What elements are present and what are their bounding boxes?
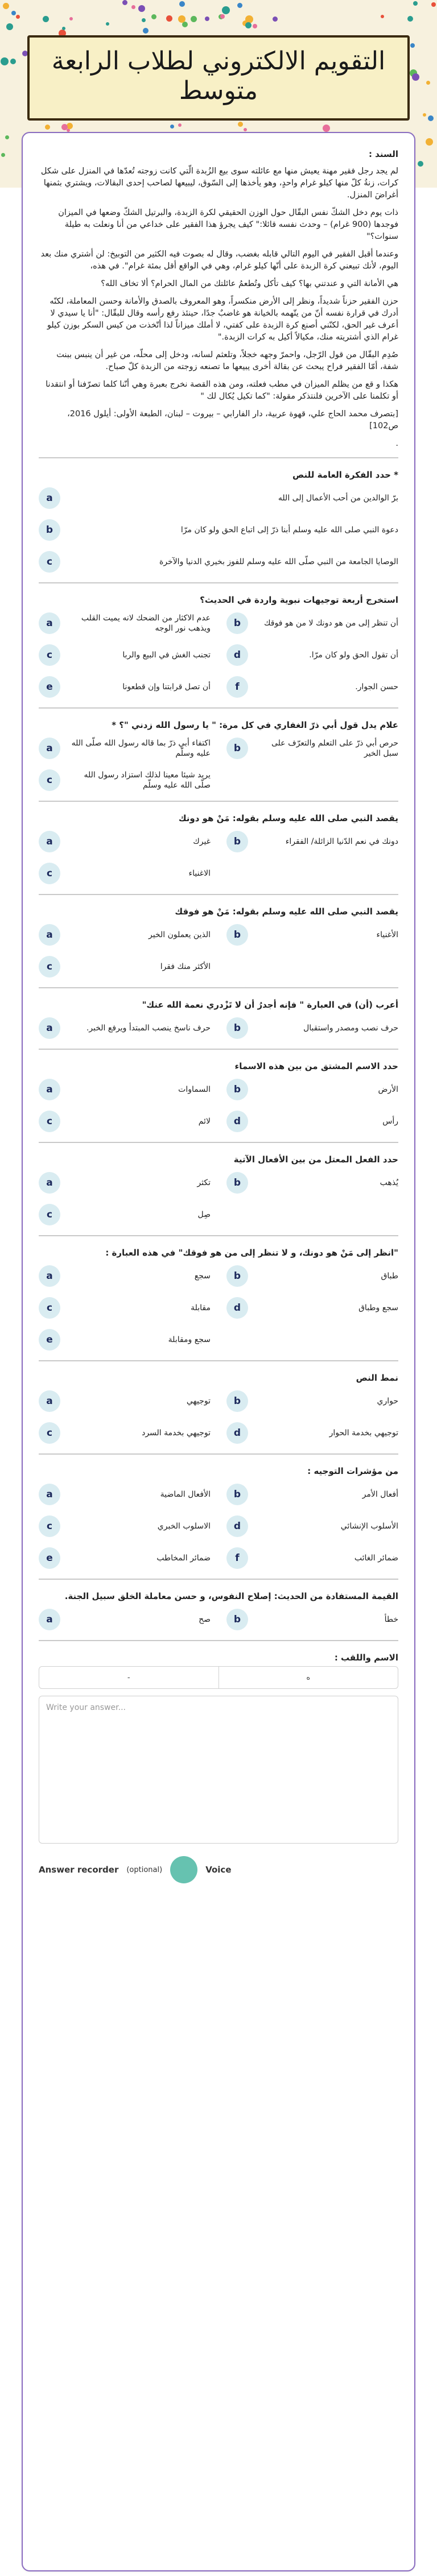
answer-option[interactable] xyxy=(226,1016,398,1041)
option-letter-badge: b xyxy=(226,738,248,759)
confetti-dot xyxy=(3,3,9,9)
confetti-dot xyxy=(431,2,436,7)
question-title: يقصد النبي صلى الله عليه وسلم بقوله: مَنْ هو فوقك xyxy=(175,906,398,917)
confetti-dot xyxy=(426,138,433,146)
option-letter-badge: b xyxy=(226,1609,248,1630)
question-divider xyxy=(39,1579,398,1580)
answer-options xyxy=(39,1261,398,1356)
recorder-optional: (optional) xyxy=(126,1865,163,1874)
option-letter-badge: b xyxy=(39,519,60,541)
option-letter-badge: c xyxy=(39,1297,60,1319)
confetti-dot xyxy=(423,113,426,117)
answer-option[interactable] xyxy=(39,861,211,886)
page-title: التقويم الالكتروني لطلاب الرابعة متوسط xyxy=(51,47,386,105)
answer-option[interactable] xyxy=(39,829,211,854)
option-label: الأكثر منك فقرا xyxy=(160,962,211,971)
option-label: الأغنياء xyxy=(376,930,398,939)
answer-option[interactable] xyxy=(39,1607,211,1632)
toolbar-cell[interactable]: ه xyxy=(306,1673,311,1682)
option-label: سجع وطباق xyxy=(358,1303,398,1312)
option-label: مقابلة xyxy=(191,1303,211,1312)
confetti-dot xyxy=(11,11,16,15)
confetti-dot xyxy=(245,22,252,28)
worksheet-card xyxy=(22,132,415,2571)
option-label: صِل xyxy=(197,1210,211,1219)
option-label: الأفعال الماضية xyxy=(160,1490,211,1499)
source-text xyxy=(39,163,398,435)
confetti-dot xyxy=(1,153,5,157)
confetti-dot xyxy=(138,5,145,12)
question-title: أعرب (أن) في العبارة " فإنه أجدرُ أن لا تَزْدري نعمة الله عنك" xyxy=(142,1000,398,1010)
answer-options xyxy=(39,608,398,703)
confetti-dot xyxy=(418,161,423,167)
confetti-dot xyxy=(131,5,135,9)
option-label: برّ الوالدين من أحب الأعمال إلى الله xyxy=(278,494,398,503)
option-letter-badge: b xyxy=(226,1079,248,1100)
option-label: أفعال الأمر xyxy=(362,1490,398,1499)
source-paragraph: وعندما أقبل الفقير في اليوم التالي قابله بغضب، وقال له بصوت فيه الكثير من التوبيخ: لن أشتري منك بعد اليوم، لأنك تبيعني كرة الزبدة على أنّها كيلو غرام، وهي في الواقع أقل بمئة غرام". في هذه، xyxy=(40,250,398,271)
option-letter-badge: a xyxy=(39,487,60,509)
option-label: دونك في نعم الدّنيا الزائلة/ الفقراء xyxy=(285,837,398,846)
option-label: الأسلوب الإنشائي xyxy=(340,1522,398,1531)
option-letter-badge: c xyxy=(39,1515,60,1537)
option-letter-badge: e xyxy=(39,1547,60,1569)
confetti-dot xyxy=(45,125,50,130)
question-title: * حدد الفكرة العامة للنص xyxy=(292,470,398,480)
option-label: سجع xyxy=(194,1272,211,1281)
answer-option[interactable] xyxy=(226,1077,398,1102)
question-divider xyxy=(39,1360,398,1361)
question-divider xyxy=(39,457,398,458)
question-divider xyxy=(39,1049,398,1050)
question-title: "انظر إلى مَنْ هو دونك، و لا تنظر إلى من هو فوقك" في هذه العبارة : xyxy=(105,1248,398,1258)
option-label: حرص أبي ذرّ على التعلم والتعرّف على سبل الخير xyxy=(271,739,398,758)
option-label: توجيهي بخدمة السرد xyxy=(142,1428,211,1438)
option-letter-badge: b xyxy=(226,612,248,634)
question-title: علام يدل قول أبي ذرّ الغفاري في كل مرة: " يا رسول الله زدني "؟ * xyxy=(112,720,398,730)
option-letter-badge: c xyxy=(39,863,60,884)
option-letter-badge: a xyxy=(39,924,60,946)
option-label: توجيهي xyxy=(186,1397,211,1406)
answer-option[interactable] xyxy=(39,1170,211,1195)
option-letter-badge: b xyxy=(226,1484,248,1505)
question-title: يقصد النبي صلى الله عليه وسلم بقوله: مَنْ هو دونك xyxy=(178,813,398,823)
question-divider xyxy=(39,1235,398,1236)
answer-option[interactable] xyxy=(39,1295,211,1320)
answer-option[interactable] xyxy=(226,1482,398,1507)
answer-options xyxy=(39,1013,398,1044)
confetti-dot xyxy=(6,23,13,30)
answer-options xyxy=(39,1386,398,1449)
confetti-dot xyxy=(407,16,413,22)
confetti-dot xyxy=(16,15,20,19)
answer-option[interactable] xyxy=(226,1109,398,1134)
question-divider xyxy=(39,1453,398,1455)
question-divider xyxy=(39,801,398,802)
confetti-dot xyxy=(220,14,225,19)
answer-option[interactable] xyxy=(226,1546,398,1571)
option-letter-badge: c xyxy=(39,769,60,791)
option-label: أن تنظر إلى من هو دونك لا من هو فوقك xyxy=(263,619,398,628)
option-letter-badge: a xyxy=(39,1609,60,1630)
option-label: غيرك xyxy=(193,837,211,846)
confetti-dot xyxy=(151,14,156,19)
question-title: القيمة المستفادة من الحديث: إصلاح النفوس، و حسن معاملة الخلق سبيل الجنة. xyxy=(64,1591,398,1601)
option-letter-badge: c xyxy=(39,1422,60,1444)
option-label: حواري xyxy=(377,1397,398,1406)
confetti-dot xyxy=(69,17,73,20)
option-label: السماوات xyxy=(178,1085,211,1094)
answer-option[interactable] xyxy=(39,1202,211,1227)
confetti-dot xyxy=(122,0,127,5)
voice-label: Voice xyxy=(205,1865,232,1875)
confetti-dot xyxy=(237,3,242,8)
answer-option[interactable] xyxy=(39,1420,211,1446)
confetti-dot xyxy=(273,16,278,22)
option-letter-badge: a xyxy=(39,612,60,634)
answer-option[interactable] xyxy=(39,549,398,574)
answer-option[interactable] xyxy=(226,611,398,636)
answer-options xyxy=(39,483,398,578)
option-letter-badge: c xyxy=(39,644,60,666)
option-label: الاغنياء xyxy=(188,869,211,878)
option-letter-badge: d xyxy=(226,1297,248,1319)
title-banner xyxy=(27,35,410,121)
option-letter-badge: b xyxy=(226,1265,248,1287)
option-letter-badge: a xyxy=(39,1484,60,1505)
option-label: حرف نصب ومصدر واستقبال xyxy=(303,1024,398,1033)
option-label: الاسلوب الخبري xyxy=(157,1522,211,1531)
answer-option[interactable] xyxy=(226,1607,398,1632)
answer-option[interactable] xyxy=(39,1546,211,1571)
answer-option[interactable] xyxy=(39,768,211,793)
confetti-dot xyxy=(5,135,9,139)
star-marker: . xyxy=(395,439,398,448)
answer-options xyxy=(39,1168,398,1231)
question-divider xyxy=(39,582,398,583)
option-letter-badge: a xyxy=(39,738,60,759)
confetti-dot xyxy=(106,22,109,26)
option-letter-badge: f xyxy=(226,1547,248,1569)
option-letter-badge: d xyxy=(226,1111,248,1132)
question-divider xyxy=(39,1142,398,1143)
answer-option[interactable] xyxy=(226,829,398,854)
confetti-dot xyxy=(238,122,243,127)
confetti-dot xyxy=(61,124,68,130)
source-paragraph: صُدِم البقّال من قول الرّجل، واحمرّ وجهه خجلاً، وتلعثم لسانه، ودخل إلى محلّه، من غير أن ينبس ببنت شفة، أمّا الفقير فراح يبحث عن بقالة أخرى يبيعها ما تصنعه زوجته من الزبدة كلّ صباح. xyxy=(56,350,398,371)
option-label: الوصايا الجامعة من النبي صلّى الله عليه وسلم للفوز بخيري الدنيا والآخرة xyxy=(159,557,398,566)
option-letter-badge: d xyxy=(226,1515,248,1537)
confetti-dot xyxy=(412,73,419,81)
confetti-dot xyxy=(222,6,230,14)
option-label: الأرض xyxy=(378,1085,398,1094)
option-label: صح xyxy=(199,1615,211,1624)
confetti-dot xyxy=(410,43,415,48)
confetti-dot xyxy=(143,28,149,34)
recorder-label: Answer recorder xyxy=(39,1865,119,1875)
option-letter-badge: c xyxy=(39,1111,60,1132)
option-letter-badge: a xyxy=(39,1265,60,1287)
option-label: اكتفاء أبي ذرّ بما قاله رسول الله صلّى الله عليه وسلّم xyxy=(71,739,211,758)
option-label: رأس xyxy=(382,1117,398,1126)
confetti-dot xyxy=(191,16,197,22)
option-label: توجيهي بخدمة الحوار xyxy=(329,1428,398,1438)
option-label: يريد شيئا معينا لذلك استزاد رسول الله صلّى الله عليه وسلّم xyxy=(84,771,211,790)
question-divider xyxy=(39,707,398,709)
answer-option[interactable] xyxy=(39,1389,211,1414)
answer-option[interactable] xyxy=(39,1327,211,1352)
answer-options xyxy=(39,920,398,983)
option-letter-badge: a xyxy=(39,831,60,852)
source-paragraph: هي الأمانة التي و عندتني بها؟ كيف تأكل وتُطعمُ عائلتك من المال الحرام؟ ألا تخاف الله؟ xyxy=(101,279,398,288)
option-letter-badge: f xyxy=(226,676,248,698)
option-letter-badge: b xyxy=(226,924,248,946)
answer-option[interactable] xyxy=(39,674,211,699)
source-paragraph: لم يجد رجل فقير مهنة يعيش منها مع عائلته سوى بيع الزُبدة الّتي كانت زوجته تُعدّها في المنزل على شكل كرات، زنةُ كلّ منها كيلو غرام واحدٍ، وهو يأخذها إلى السّوق، ليبيعها لصاحب إحدى البقالات، ويشتري بثمنها أغراضَ المنزل. xyxy=(40,167,398,200)
answer-option[interactable] xyxy=(39,1514,211,1539)
confetti-dot xyxy=(142,18,146,22)
confetti-dot xyxy=(179,1,185,7)
confetti-dot xyxy=(426,81,430,85)
answer-option[interactable] xyxy=(39,611,211,636)
option-label: ضمائر المخاطب xyxy=(156,1554,211,1563)
question-list xyxy=(39,457,398,1635)
answer-option[interactable] xyxy=(39,1264,211,1289)
confetti-dot xyxy=(62,27,65,30)
confetti-dot xyxy=(253,24,257,28)
question-title: حدد الاسم المشتق من بين هذه الاسماء xyxy=(234,1061,398,1071)
option-label: خطأ xyxy=(384,1615,398,1624)
answer-option[interactable] xyxy=(226,1264,398,1289)
question-title: استخرج أربعة توجيهات نبوية واردة في الحديث؟ xyxy=(200,595,398,605)
option-letter-badge: c xyxy=(39,551,60,573)
source-paragraph: ذات يوم دخل الشكّ نفس البقّال حول الوزن الحقيقي لكرة الزبدة، والبرتيل الشكّ وضعها في الميزان فوجدها (900 غرام) – وحدث نفسه قائلا:" كيف يجرؤ هذا الفقير على خداعي من أنا ونعلت به طيلة سنوات؟" xyxy=(58,208,398,241)
toolbar-cell[interactable]: - xyxy=(39,1667,219,1688)
option-label: ضمائر الغائب xyxy=(354,1554,398,1563)
answer-option[interactable] xyxy=(39,486,398,511)
source-paragraph: هكذا و قع من يظلم الميزان في مطب فعلته، ومن هذه القصة نخرج بعبرة وهي أنّنا كلما تصرّفنا أو انتقدنا أو تكلمنا على الآخرين فلنتذكر مقولة: "كما تكيل يُكال لك " xyxy=(46,380,398,401)
question-divider xyxy=(39,987,398,988)
answer-option[interactable] xyxy=(226,674,398,699)
answer-options xyxy=(39,1480,398,1574)
option-letter-badge: c xyxy=(39,956,60,978)
option-letter-badge: a xyxy=(39,1079,60,1100)
name-field-label: الاسم واللقب : xyxy=(334,1653,398,1663)
confetti-dot xyxy=(413,1,418,6)
option-label: لائم xyxy=(198,1117,211,1126)
answer-option[interactable] xyxy=(39,1016,211,1041)
confetti-dot xyxy=(323,125,330,132)
confetti-dot xyxy=(166,15,172,22)
option-label: عدم الاكثار من الضحك لانه يميت القلب ويذهب نور الوجه xyxy=(81,614,211,633)
option-letter-badge: b xyxy=(226,831,248,852)
answer-option[interactable] xyxy=(226,922,398,947)
text-section-label: السند : xyxy=(368,149,398,159)
question-divider xyxy=(39,894,398,895)
option-letter-badge: a xyxy=(39,1390,60,1412)
option-label: تكثر xyxy=(197,1178,211,1187)
answer-option[interactable] xyxy=(39,954,211,979)
answer-option[interactable] xyxy=(39,643,211,668)
answer-options xyxy=(39,1075,398,1137)
voice-record-button[interactable] xyxy=(170,1856,197,1883)
confetti-dot xyxy=(178,15,185,23)
answer-option[interactable] xyxy=(39,1109,211,1134)
answer-options xyxy=(39,734,398,796)
answer-options xyxy=(39,1605,398,1635)
option-label: أن تقول الحق ولو كان مرّا. xyxy=(309,651,398,660)
answer-option[interactable] xyxy=(226,1420,398,1446)
answer-option[interactable] xyxy=(226,1514,398,1539)
option-letter-badge: e xyxy=(39,1329,60,1351)
confetti-dot xyxy=(381,15,384,18)
option-label: سجع ومقابلة xyxy=(168,1335,211,1344)
option-label: الذين يعملون الخير xyxy=(149,930,211,939)
question-title: نمط النص xyxy=(356,1373,398,1383)
option-label: يُذهب xyxy=(380,1178,398,1187)
option-label: دعوة النبي صلى الله عليه وسلم أبنا ذرّ إلى اتباع الحق ولو كان مرّا xyxy=(180,525,398,535)
confetti-dot xyxy=(244,128,247,131)
answer-option[interactable] xyxy=(39,517,398,542)
option-label: طباق xyxy=(381,1272,398,1281)
confetti-dot xyxy=(178,123,182,127)
option-label: حسن الجوار. xyxy=(355,682,398,691)
answer-option[interactable] xyxy=(39,1077,211,1102)
answer-input[interactable]: Write your answer... xyxy=(39,1696,398,1844)
option-letter-badge: a xyxy=(39,1017,60,1039)
source-paragraph: حزن الفقير حزناً شديداً، ونظر إلى الأرض منكسراً، وهو المعروف بالصدق والأمانة وحسن المعاملة، لكنّه أدرك في قرارة نفسه أنّ من يتّهمه بالخيانة هو غاضبٌ جدًا، حينئذ رفع رأسه وقال للبقّال: "أنا يا سيدي لا أعرف غير الحق، لكنّني أصنع كرة الزبدة على كفتي، لا أملك ميزاناً لذا أتّخذت من كيس السكر بوزن كيلو غرام الذي أشتريته منك، مكيالاً أكيل به كرات الزبدة." xyxy=(47,297,398,342)
answer-option[interactable] xyxy=(226,736,398,761)
option-letter-badge: b xyxy=(226,1017,248,1039)
question-title: من مؤشرات التوجيه : xyxy=(307,1466,398,1476)
option-letter-badge: a xyxy=(39,1172,60,1194)
option-letter-badge: e xyxy=(39,676,60,698)
confetti-dot xyxy=(10,59,16,64)
confetti-dot xyxy=(170,125,174,129)
answer-option[interactable] xyxy=(226,643,398,668)
confetti-dot xyxy=(1,57,9,65)
answer-options xyxy=(39,827,398,889)
name-format-toolbar xyxy=(39,1666,398,1689)
confetti-dot xyxy=(428,115,434,121)
option-letter-badge: c xyxy=(39,1204,60,1225)
answer-recorder xyxy=(39,1844,398,1883)
answer-option[interactable] xyxy=(39,1482,211,1507)
answer-option[interactable] xyxy=(226,1389,398,1414)
option-label: أن تصل قرابتنا وإن قطعونا xyxy=(122,682,211,691)
answer-option[interactable] xyxy=(39,922,211,947)
source-paragraph: [بتصرف محمد الحاج علي، قهوة عربية، دار الفارابي – بيروت – لبنان، الطبعة الأولى: أيلول 2016، ص102] xyxy=(67,409,398,430)
option-label: حرف ناسخ ينصب المبتدأ ويرفع الخبر. xyxy=(86,1024,211,1033)
answer-option[interactable] xyxy=(39,736,211,761)
option-letter-badge: b xyxy=(226,1172,248,1194)
question-title: حدد الفعل المعتل من بين الأفعال الآتية xyxy=(233,1154,398,1165)
option-letter-badge: d xyxy=(226,644,248,666)
confetti-dot xyxy=(205,16,209,21)
option-label: تجنب الغش في البيع والربا xyxy=(122,651,211,660)
answer-option[interactable] xyxy=(226,1295,398,1320)
confetti-dot xyxy=(43,16,49,22)
answer-option[interactable] xyxy=(226,1170,398,1195)
option-letter-badge: b xyxy=(226,1390,248,1412)
option-letter-badge: d xyxy=(226,1422,248,1444)
